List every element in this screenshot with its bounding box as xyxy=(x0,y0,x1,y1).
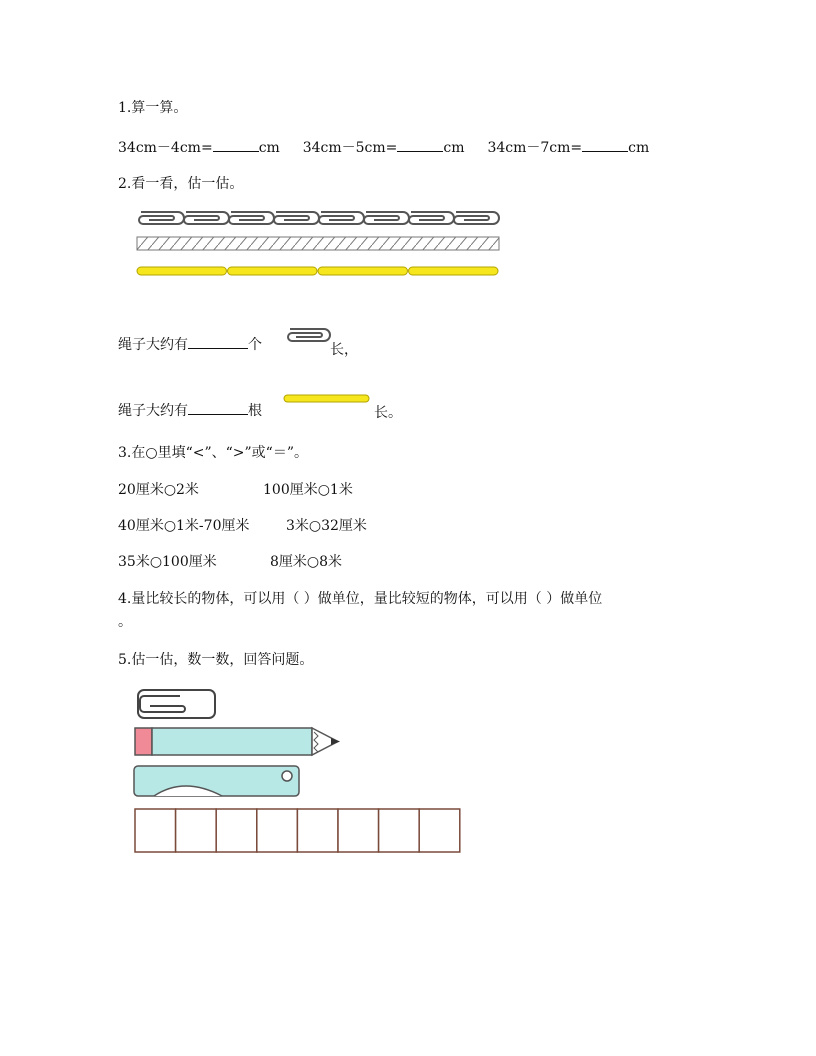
q3-row-3 xyxy=(118,551,342,571)
q3-item-3: 40厘米○1米-70厘米 xyxy=(118,518,250,534)
q2-answer-blank-2[interactable] xyxy=(188,413,248,415)
q2-line-1 xyxy=(118,334,262,354)
q3-row-1 xyxy=(118,479,353,499)
measure-figure xyxy=(130,206,506,282)
chain-stick xyxy=(228,267,318,275)
q1-expr-1: 34cm－4cm= xyxy=(118,140,213,156)
q3-title: 3.在○里填“<”、“>”或“＝”。 xyxy=(118,445,308,461)
q5-pencil xyxy=(135,728,340,755)
q2-line2-measure: 根 xyxy=(248,403,262,419)
q1-unit-2: cm xyxy=(443,140,465,156)
rope xyxy=(137,237,499,250)
q1-answer-blank-2[interactable] xyxy=(397,150,443,152)
chain-paperclip xyxy=(229,212,274,224)
q2-line1-prefix: 绳子大约有 xyxy=(118,337,188,353)
q5-ruler xyxy=(134,766,299,796)
q2-title: 2.看一看，估一估。 xyxy=(118,176,244,192)
chain-paperclip xyxy=(454,212,499,224)
chain-paperclip xyxy=(319,212,364,224)
q1-answer-blank-3[interactable] xyxy=(582,150,628,152)
grid-cell xyxy=(257,809,298,852)
q1-expr-2: 34cm－5cm= xyxy=(302,140,398,156)
chain-stick xyxy=(137,267,227,275)
chain-paperclip xyxy=(139,212,184,224)
stick-icon xyxy=(282,393,372,405)
grid-cell xyxy=(379,809,420,852)
paperclip-icon xyxy=(284,326,332,346)
q2-line2-prefix: 绳子大约有 xyxy=(118,403,188,419)
q1-answer-blank-1[interactable] xyxy=(213,150,259,152)
q2-line1-suffix: 长， xyxy=(330,342,358,358)
chain-paperclip xyxy=(409,212,454,224)
chain-stick xyxy=(409,267,499,275)
grid-cell xyxy=(135,809,176,852)
q3-item-6: 8厘米○8米 xyxy=(270,554,343,570)
q1-title: 1.算一算。 xyxy=(118,100,188,116)
grid-cell xyxy=(297,809,338,852)
q1-expr-3: 34cm－7cm= xyxy=(487,140,583,156)
grid-cell xyxy=(216,809,257,852)
q2-line-2 xyxy=(118,400,262,420)
q5-grid xyxy=(135,809,460,852)
grid-cell xyxy=(338,809,379,852)
q1-unit-3: cm xyxy=(628,140,650,156)
paperclip-chain xyxy=(139,212,499,224)
q3-item-1: 20厘米○2米 xyxy=(118,482,199,498)
q1-unit-1: cm xyxy=(258,140,280,156)
q2-answer-blank-1[interactable] xyxy=(188,347,248,349)
q2-line1-measure: 个 xyxy=(248,337,262,353)
q5-paperclip xyxy=(138,690,215,718)
grid-cell xyxy=(176,809,217,852)
q3-item-4: 3米○32厘米 xyxy=(286,518,367,534)
q3-item-5: 35米○100厘米 xyxy=(118,554,217,570)
chain-paperclip xyxy=(274,212,319,224)
q3-row-2 xyxy=(118,515,367,535)
chain-paperclip xyxy=(184,212,229,224)
q4-tail: 。 xyxy=(118,614,132,630)
chain-paperclip xyxy=(364,212,409,224)
q2-line2-suffix: 长。 xyxy=(374,405,402,421)
q5-title: 5.估一估，数一数，回答问题。 xyxy=(118,652,314,668)
chain-stick xyxy=(318,267,408,275)
q5-figure xyxy=(128,684,473,856)
q3-item-2: 100厘米○1米 xyxy=(263,482,353,498)
q4-text: 4.量比较长的物体，可以用（ ）做单位，量比较短的物体，可以用（ ）做单位 xyxy=(118,591,603,607)
stick-chain xyxy=(137,267,498,275)
q1-row xyxy=(118,137,649,157)
grid-cell xyxy=(419,809,460,852)
hatched-rope xyxy=(137,237,499,250)
